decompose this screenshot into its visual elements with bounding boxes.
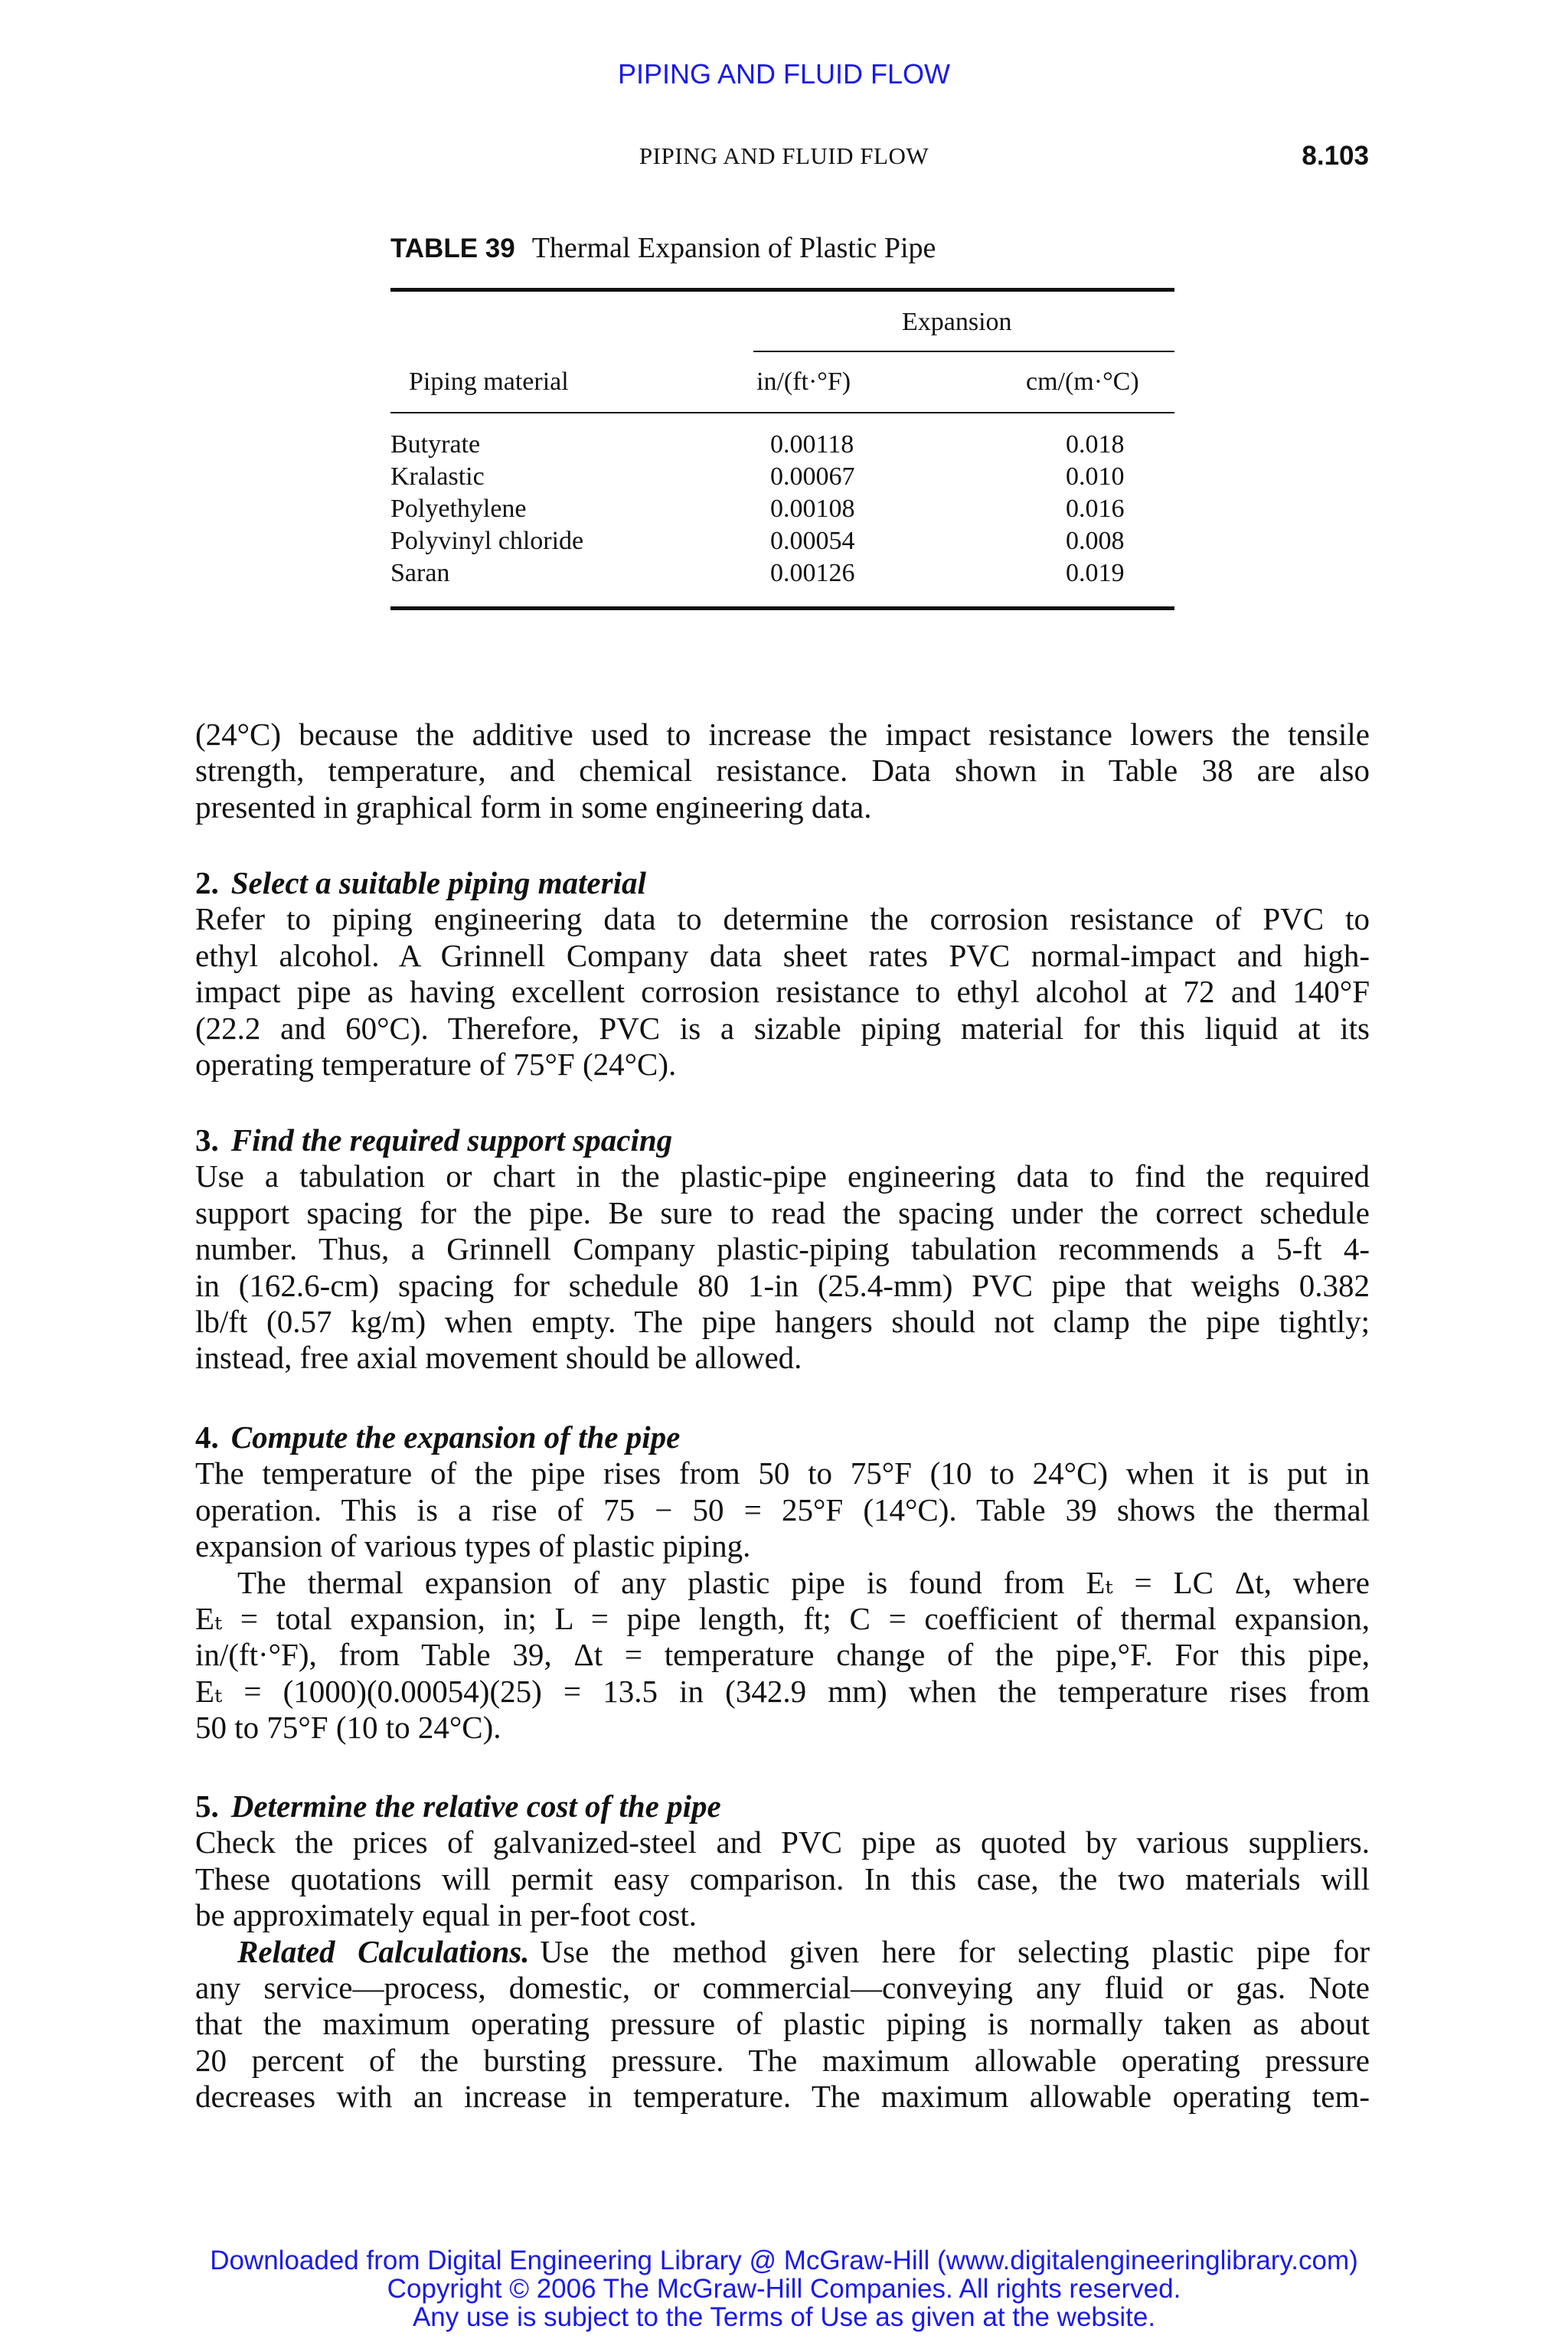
cell-metric: 0.008 — [1066, 527, 1125, 555]
cell-metric: 0.019 — [1066, 559, 1125, 587]
cell-material: Polyvinyl chloride — [390, 527, 584, 555]
column-header-imperial: in/(ft·°F) — [756, 368, 851, 396]
footer-notice — [0, 2246, 1568, 2331]
related-calculations-label: Related Calculations. — [237, 1933, 530, 1969]
header-bottom-rule — [390, 412, 1174, 413]
text-line: lb/ft (0.57 kg/m) when empty. The pipe hangers should not clamp the pipe tightly; — [195, 1304, 1370, 1340]
section-title: Select a suitable piping material — [230, 865, 646, 900]
section-number: 2. — [195, 865, 219, 900]
section-heading — [195, 1122, 1370, 1158]
section-heading — [195, 865, 1370, 901]
footer-terms: Any use is subject to the Terms of Use as given at the website. — [412, 2302, 1156, 2332]
section-4 — [195, 1419, 1370, 1746]
text-line: that the maximum operating pressure of plastic piping is normally taken as about — [195, 2006, 1370, 2042]
text-line: The temperature of the pipe rises from 50 to 75°F (10 to 24°C) when it is put in — [195, 1455, 1370, 1491]
section-title: Compute the expansion of the pipe — [230, 1419, 681, 1455]
text-line: in/(ft·°F), from Table 39, Δt = temperature change of the pipe,°F. For this pipe, — [195, 1637, 1370, 1673]
text-line: ethyl alcohol. A Grinnell Company data sheet rates PVC normal-impact and high- — [195, 937, 1370, 973]
text-line: operating temperature of 75°F (24°C). — [195, 1047, 677, 1083]
table-title: Thermal Expansion of Plastic Pipe — [531, 232, 936, 264]
section-heading — [195, 1788, 1370, 1824]
section-5 — [195, 1788, 1370, 2115]
text-line: (24°C) because the additive used to increase the impact resistance lowers the tensile — [195, 717, 1370, 752]
text-line: These quotations will permit easy comparison. In this case, the two materials will — [195, 1860, 1370, 1896]
text-line: 50 to 75°F (10 to 24°C). — [195, 1710, 501, 1746]
cell-material: Butyrate — [390, 430, 481, 459]
text-line: operation. This is a rise of 75 − 50 = 25°F (14°C). Table 39 shows the thermal — [195, 1491, 1370, 1527]
section-3 — [195, 1122, 1370, 1377]
text-line: impact pipe as having excellent corrosion resistance to ethyl alcohol at 72 and 140°F — [195, 974, 1370, 1010]
cell-material: Polyethylene — [390, 495, 527, 523]
text-line: Eₜ = (1000)(0.00054)(25) = 13.5 in (342.9 mm) when the temperature rises from — [195, 1673, 1370, 1709]
cell-imperial: 0.00118 — [770, 430, 854, 459]
cell-imperial: 0.00108 — [770, 495, 855, 523]
cell-metric: 0.016 — [1066, 495, 1125, 523]
text-line: Refer to piping engineering data to determine the corrosion resistance of PVC to — [195, 901, 1370, 937]
running-head: PIPING AND FLUID FLOW — [639, 142, 929, 169]
section-title: Find the required support spacing — [230, 1122, 673, 1158]
text-line: presented in graphical form in some engineering data. — [195, 789, 872, 825]
group-header-expansion: Expansion — [902, 308, 1012, 336]
table-top-rule — [390, 288, 1174, 292]
section-number: 4. — [195, 1419, 219, 1455]
text-line: expansion of various types of plastic piping. — [195, 1528, 751, 1564]
group-header-rule — [753, 351, 1174, 352]
column-header-material: Piping material — [409, 368, 569, 396]
table-label: TABLE 39 — [390, 234, 515, 263]
cell-material: Saran — [390, 559, 450, 587]
cell-imperial: 0.00067 — [770, 462, 855, 491]
text-line: 20 percent of the bursting pressure. The maximum allowable operating pressure — [195, 2042, 1370, 2078]
column-header-metric: cm/(m·°C) — [1026, 368, 1139, 396]
intro-paragraph — [195, 717, 1370, 825]
related-calculations-line — [195, 1934, 1370, 1970]
cell-metric: 0.018 — [1066, 430, 1125, 459]
text-line: Check the prices of galvanized-steel and PVC pipe as quoted by various suppliers. — [195, 1824, 1370, 1860]
text-line: instead, free axial movement should be allowed. — [195, 1340, 802, 1376]
table-caption — [390, 231, 936, 265]
text-line: number. Thus, a Grinnell Company plastic-piping tabulation recommends a 5-ft 4- — [195, 1231, 1370, 1267]
top-banner: PIPING AND FLUID FLOW — [617, 58, 951, 90]
text-line: strength, temperature, and chemical resistance. Data shown in Table 38 are also — [195, 753, 1370, 789]
related-text: Use the method given here for selecting plastic pipe for — [540, 1933, 1370, 1969]
text-line: be approximately equal in per-foot cost. — [195, 1897, 697, 1933]
cell-material: Kralastic — [390, 462, 485, 491]
text-line: any service—process, domestic, or commercial—conveying any fluid or gas. Note — [195, 1970, 1370, 2006]
footer-copyright: Copyright © 2006 The McGraw-Hill Companies. All rights reserved. — [387, 2274, 1181, 2304]
text-line: Eₜ = total expansion, in; L = pipe length, ft; C = coefficient of thermal expansion, — [195, 1601, 1370, 1637]
section-2 — [195, 865, 1370, 1083]
cell-imperial: 0.00126 — [770, 559, 855, 587]
text-line: The thermal expansion of any plastic pipe is found from Eₜ = LC Δt, where — [237, 1564, 1370, 1600]
section-number: 3. — [195, 1122, 219, 1158]
footer-download-link[interactable]: Downloaded from Digital Engineering Library @ McGraw-Hill (www.digitalengineeringlibrary.com) — [210, 2246, 1358, 2275]
page-number: 8.103 — [1302, 141, 1369, 171]
text-line: in (162.6-cm) spacing for schedule 80 1-in (25.4-mm) PVC pipe that weighs 0.382 — [195, 1267, 1370, 1303]
cell-metric: 0.010 — [1066, 462, 1125, 491]
section-heading — [195, 1419, 1370, 1455]
cell-imperial: 0.00054 — [770, 527, 855, 555]
text-line: Use a tabulation or chart in the plastic-pipe engineering data to find the required — [195, 1158, 1370, 1194]
text-line: (22.2 and 60°C). Therefore, PVC is a sizable piping material for this liquid at its — [195, 1010, 1370, 1046]
text-line: decreases with an increase in temperature. The maximum allowable operating tem- — [195, 2079, 1370, 2115]
section-number: 5. — [195, 1788, 219, 1824]
section-title: Determine the relative cost of the pipe — [230, 1788, 721, 1824]
table-bottom-rule — [390, 606, 1174, 610]
text-line: support spacing for the pipe. Be sure to read the spacing under the correct schedule — [195, 1194, 1370, 1230]
